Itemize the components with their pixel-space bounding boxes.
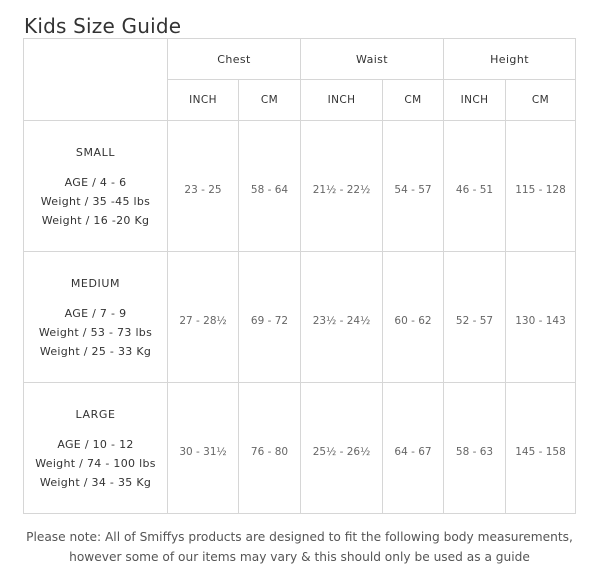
- measure-cell: 30 - 31½: [168, 383, 239, 514]
- measure-cell: 52 - 57: [444, 252, 506, 383]
- note-line: Please note: All of Smiffys products are designed to fit the following body measurements,: [26, 530, 573, 544]
- size-label-cell: [24, 252, 168, 383]
- size-age: AGE / 7 - 9: [64, 306, 127, 320]
- unit-header: INCH: [444, 80, 506, 121]
- size-name: SMALL: [75, 145, 116, 159]
- header-waist: Waist: [301, 39, 444, 80]
- measure-cell: 145 - 158: [506, 383, 576, 514]
- header-height: Height: [444, 39, 576, 80]
- unit-header: CM: [239, 80, 301, 121]
- size-label-cell: [24, 383, 168, 514]
- measure-cell: 23 - 25: [168, 121, 239, 252]
- measure-cell: 27 - 28½: [168, 252, 239, 383]
- size-weight-lbs: Weight / 35 -45 lbs: [40, 194, 151, 208]
- measure-cell: 60 - 62: [383, 252, 444, 383]
- size-name: MEDIUM: [70, 276, 121, 290]
- unit-header: INCH: [301, 80, 383, 121]
- table-row: [24, 383, 576, 514]
- table-row: [24, 121, 576, 252]
- corner-cell: [24, 39, 168, 121]
- note-line: however some of our items may vary & this should only be used as a guide: [69, 550, 530, 564]
- measure-cell: 23½ - 24½: [301, 252, 383, 383]
- measure-cell: 76 - 80: [239, 383, 301, 514]
- size-guide-table: [23, 38, 576, 514]
- size-weight-kg: Weight / 34 - 35 Kg: [39, 475, 152, 489]
- size-age: AGE / 4 - 6: [64, 175, 127, 189]
- measure-cell: 115 - 128: [506, 121, 576, 252]
- measure-cell: 58 - 64: [239, 121, 301, 252]
- measure-cell: 130 - 143: [506, 252, 576, 383]
- measure-cell: 21½ - 22½: [301, 121, 383, 252]
- unit-header: CM: [383, 80, 444, 121]
- size-weight-lbs: Weight / 53 - 73 lbs: [38, 325, 153, 339]
- size-weight-kg: Weight / 25 - 33 Kg: [39, 344, 152, 358]
- size-age: AGE / 10 - 12: [57, 437, 134, 451]
- measure-cell: 25½ - 26½: [301, 383, 383, 514]
- measure-cell: 54 - 57: [383, 121, 444, 252]
- table-row: [24, 252, 576, 383]
- size-weight-lbs: Weight / 74 - 100 lbs: [35, 456, 156, 470]
- measure-cell: 46 - 51: [444, 121, 506, 252]
- unit-header: INCH: [168, 80, 239, 121]
- unit-header: CM: [506, 80, 576, 121]
- measure-cell: 69 - 72: [239, 252, 301, 383]
- measure-cell: 64 - 67: [383, 383, 444, 514]
- measure-cell: 58 - 63: [444, 383, 506, 514]
- page-title: Kids Size Guide: [24, 14, 182, 38]
- size-weight-kg: Weight / 16 -20 Kg: [41, 213, 150, 227]
- disclaimer-note: [0, 527, 599, 567]
- size-name: LARGE: [75, 407, 116, 421]
- size-label-cell: [24, 121, 168, 252]
- header-chest: Chest: [168, 39, 301, 80]
